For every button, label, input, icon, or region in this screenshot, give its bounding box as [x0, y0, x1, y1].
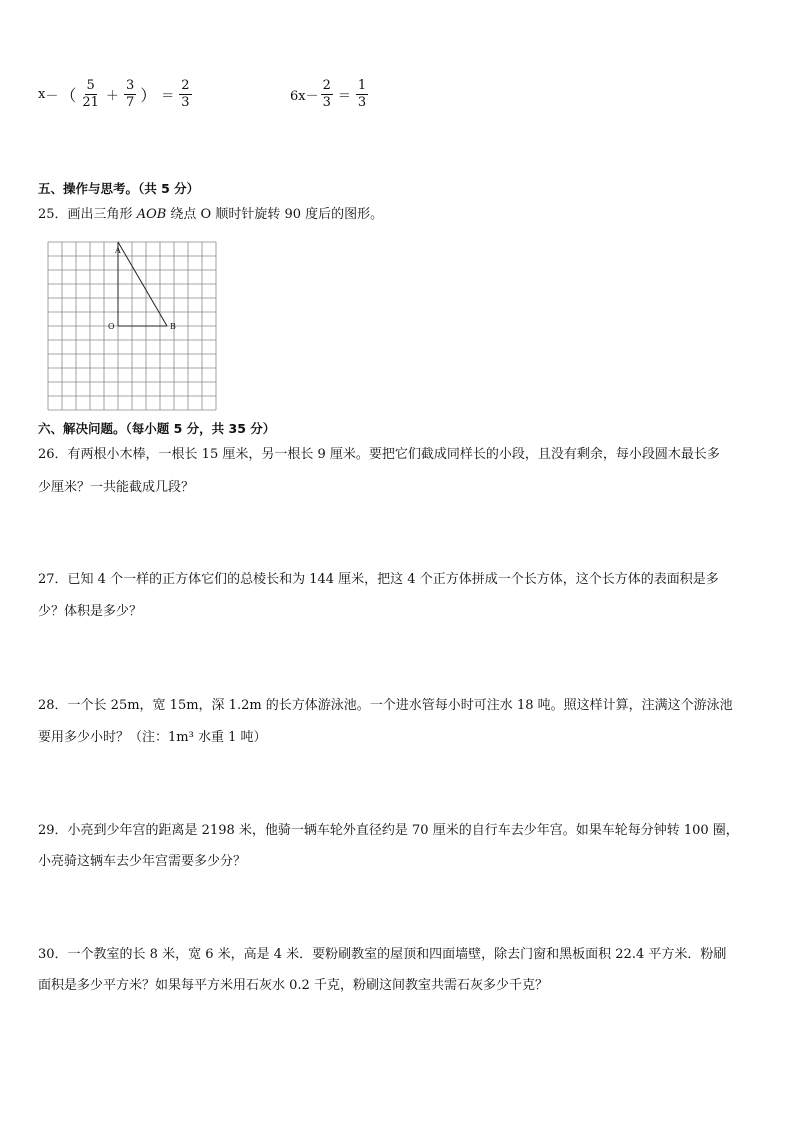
question-27-line-1: 27．已知 4 个一样的正方体它们的总棱长和为 144 厘米，把这 4 个正方体拼成一个长方体，这个长方体的表面积是多 — [38, 572, 719, 587]
question-28-line-1: 28．一个长 25m，宽 15m，深 1.2m 的长方体游泳池。一个进水管每小时可注水 18 吨。照这样计算，注满这个游泳池 — [38, 698, 733, 713]
rotation-grid-figure — [46, 240, 218, 412]
eq1-minus: － — [45, 89, 59, 104]
label-point-b: B — [170, 322, 176, 331]
eq2-result — [356, 78, 368, 111]
eq1-r-numerator: 2 — [181, 78, 190, 93]
eq2-f1-numerator: 2 — [322, 78, 331, 93]
equation-1 — [38, 78, 194, 111]
q25-prefix: 25．画出三角形 — [38, 207, 137, 222]
eq2-fraction-1 — [321, 78, 333, 111]
question-30-line-1: 30．一个教室的长 8 米，宽 6 米，高是 4 米．要粉刷教室的屋顶和四面墙壁，除去门窗和黑板面积 22.4 平方米．粉刷 — [38, 947, 727, 962]
question-30-line-2: 面积是多少平方米？如果每平方米用石灰水 0.2 千克，粉刷这间教室共需石灰多少千克？ — [38, 978, 548, 993]
q25-triangle-name: AOB — [136, 207, 167, 222]
eq1-f1-denominator: 21 — [82, 95, 99, 110]
eq2-lhs: 6x－ — [290, 89, 319, 104]
eq1-fraction-2 — [124, 78, 136, 111]
equation-2 — [290, 78, 370, 111]
eq1-f2-numerator: 3 — [125, 78, 135, 93]
question-27-line-2: 少？体积是多少？ — [38, 604, 143, 619]
eq1-f1-numerator: 5 — [86, 78, 95, 93]
label-point-o: O — [108, 322, 115, 331]
q25-suffix: 绕点 O 顺时针旋转 90 度后的图形。 — [166, 207, 384, 222]
eq1-r-denominator: 3 — [181, 95, 190, 110]
eq1-rparen: ） — [140, 86, 157, 105]
eq2-f1-denominator: 3 — [322, 95, 331, 110]
eq1-equals: ＝ — [161, 89, 175, 104]
section-6-title: 六、解决问题。（每小题 5 分，共 35 分） — [38, 421, 276, 436]
question-28-line-2: 要用多少小时？（注：1m³ 水重 1 吨） — [38, 730, 267, 745]
question-26-line-2: 少厘米？一共能截成几段？ — [38, 480, 195, 495]
section-5-title: 五、操作与思考。（共 5 分） — [38, 181, 200, 196]
question-29-line-2: 小亮骑这辆车去少年宫需要多少分？ — [38, 854, 247, 869]
eq2-r-numerator: 1 — [357, 78, 367, 93]
eq1-x: x — [38, 87, 46, 102]
question-29-line-1: 29．小亮到少年宫的距离是 2198 米，他骑一辆车轮外直径约是 70 厘米的自行车去少年宫。如果车轮每分钟转 100 圈， — [38, 823, 739, 838]
eq2-r-denominator: 3 — [357, 95, 367, 110]
eq1-plus: ＋ — [105, 89, 119, 104]
eq1-result — [179, 78, 191, 111]
question-26-line-1: 26．有两根小木棒，一根长 15 厘米，另一根长 9 厘米。要把它们截成同样长的小段，且没有剩余，每小段圆木最长多 — [38, 447, 720, 462]
eq1-lparen: （ — [60, 86, 77, 105]
eq1-f2-denominator: 7 — [125, 95, 135, 110]
eq1-fraction-1 — [80, 78, 101, 111]
eq2-equals: ＝ — [337, 89, 351, 104]
label-point-a: A — [115, 246, 121, 255]
question-25 — [38, 206, 383, 224]
